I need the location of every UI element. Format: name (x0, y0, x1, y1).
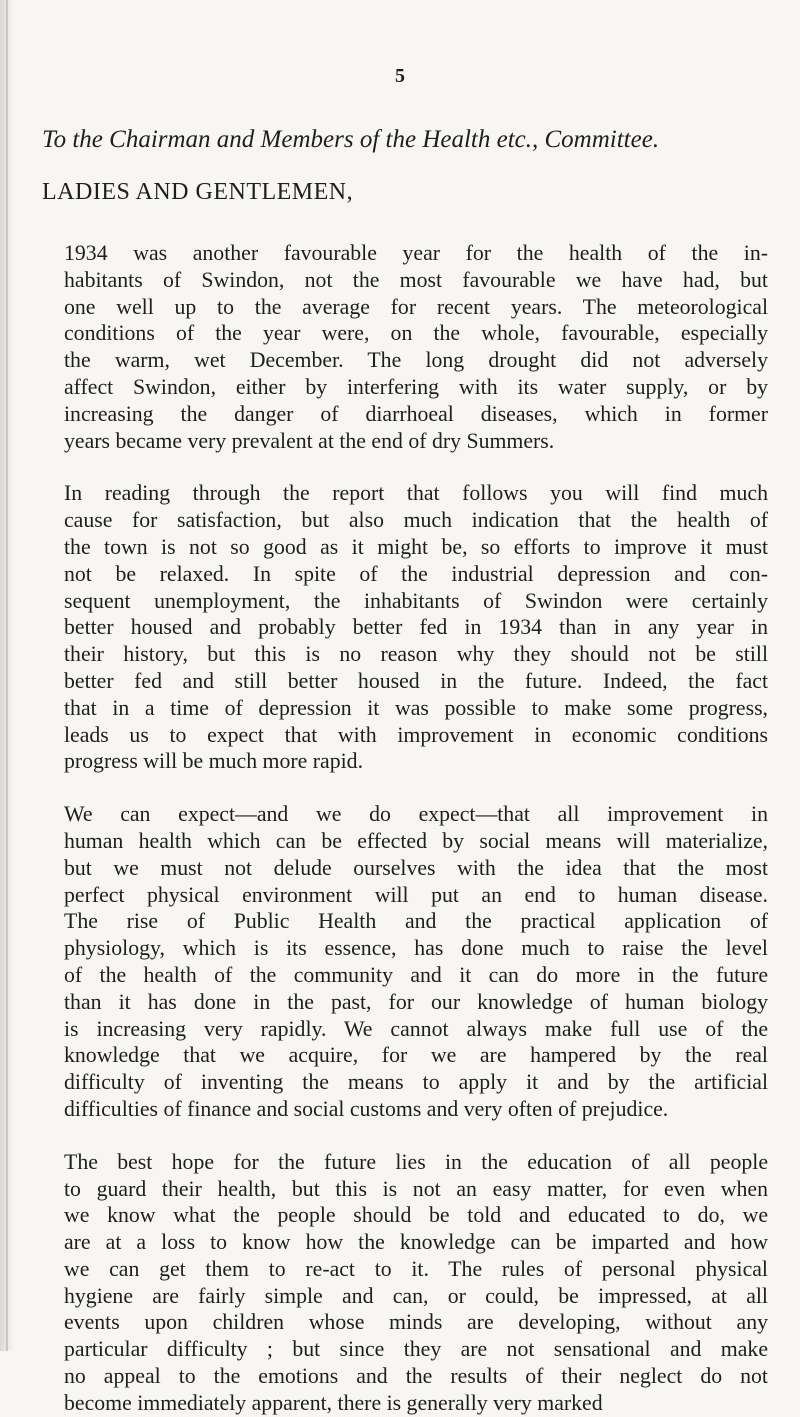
text-line: become immediately apparent, there is generally very marked (64, 1390, 603, 1415)
text-line: difficulty of inventing the means to apply it and by the artificial (64, 1070, 768, 1095)
text-line: one well up to the average for recent years. The meteorological (64, 294, 768, 319)
text-line: is increasing very rapidly. We cannot always make full use of the (64, 1016, 768, 1041)
text-line: 1934 was another favourable year for the health of the in- (64, 241, 768, 265)
text-line: their history, but this is no reason why they should not be still (64, 642, 768, 667)
text-line: we know what the people should be told and educated to do, we (64, 1203, 768, 1228)
paragraph-4 (42, 1149, 768, 1417)
text-line: perfect physical environment will put an end to human disease. (64, 882, 768, 907)
text-line: cause for satisfaction, but also much indication that the health of (64, 508, 768, 533)
binding-shadow-line (6, 0, 8, 1351)
text-line: sequent unemployment, the inhabitants of Swindon were certainly (64, 588, 768, 613)
text-line: years became very prevalent at the end of dry Summers. (64, 428, 555, 453)
text-line: affect Swindon, either by interfering with its water supply, or by (64, 374, 768, 399)
text-line: than it has done in the past, for our knowledge of human biology (64, 989, 768, 1014)
text-line: the warm, wet December. The long drought did not adversely (64, 348, 768, 373)
text-line: particular difficulty ; but since they are not sensational and make (64, 1337, 768, 1362)
text-line: human health which can be effected by social means will materialize, (64, 828, 768, 853)
text-line: we can get them to re-act to it. The rules of personal physical (64, 1256, 768, 1281)
text-line: the town is not so good as it might be, so efforts to improve it must (64, 534, 768, 559)
paragraph-2 (42, 480, 768, 775)
text-line: In reading through the report that follows you will find much (64, 481, 768, 506)
text-line: better housed and probably better fed in 1934 than in any year in (64, 615, 768, 640)
text-line: events upon children whose minds are developing, without any (64, 1310, 768, 1335)
text-line: increasing the danger of diarrhoeal diseases, which in former (64, 401, 768, 426)
text-line: conditions of the year were, on the whole, favourable, especially (64, 321, 768, 346)
text-line: to guard their health, but this is not an easy matter, for even when (64, 1176, 768, 1201)
page-number: 5 (395, 65, 405, 87)
paragraph-1 (42, 240, 768, 454)
text-line: progress will be much more rapid. (64, 749, 364, 774)
text-line: The rise of Public Health and the practical application of (64, 909, 768, 934)
text-line: The best hope for the future lies in the education of all people (64, 1149, 768, 1174)
text-line: leads us to expect that with improvement in economic conditions (64, 722, 768, 747)
text-line: hygiene are fairly simple and can, or could, be impressed, at all (64, 1283, 768, 1308)
address-line: To the Chairman and Members of the Health etc., Committee. (42, 126, 660, 153)
text-line: of the health of the community and it can do more in the future (64, 962, 768, 987)
text-line: We can expect—and we do expect—that all improvement in (64, 802, 768, 827)
body-text (42, 240, 768, 1417)
text-line: but we must not delude ourselves with the idea that the most (64, 855, 768, 880)
text-line: physiology, which is its essence, has done much to raise the level (64, 936, 768, 961)
text-line: not be relaxed. In spite of the industrial depression and con- (64, 561, 768, 586)
text-line: better fed and still better housed in the future. Indeed, the fact (64, 668, 768, 693)
text-line: no appeal to the emotions and the results of their neglect do not (64, 1364, 768, 1389)
greeting: LADIES AND GENTLEMEN, (42, 179, 354, 205)
text-line: are at a loss to know how the knowledge can be imparted and how (64, 1230, 768, 1255)
text-line: that in a time of depression it was possible to make some progress, (64, 695, 768, 720)
text-line: habitants of Swindon, not the most favourable we have had, but (64, 267, 768, 292)
text-line: knowledge that we acquire, for we are hampered by the real (64, 1043, 768, 1068)
paragraph-3 (42, 801, 768, 1123)
text-line: difficulties of finance and social customs and very often of prejudice. (64, 1096, 669, 1121)
